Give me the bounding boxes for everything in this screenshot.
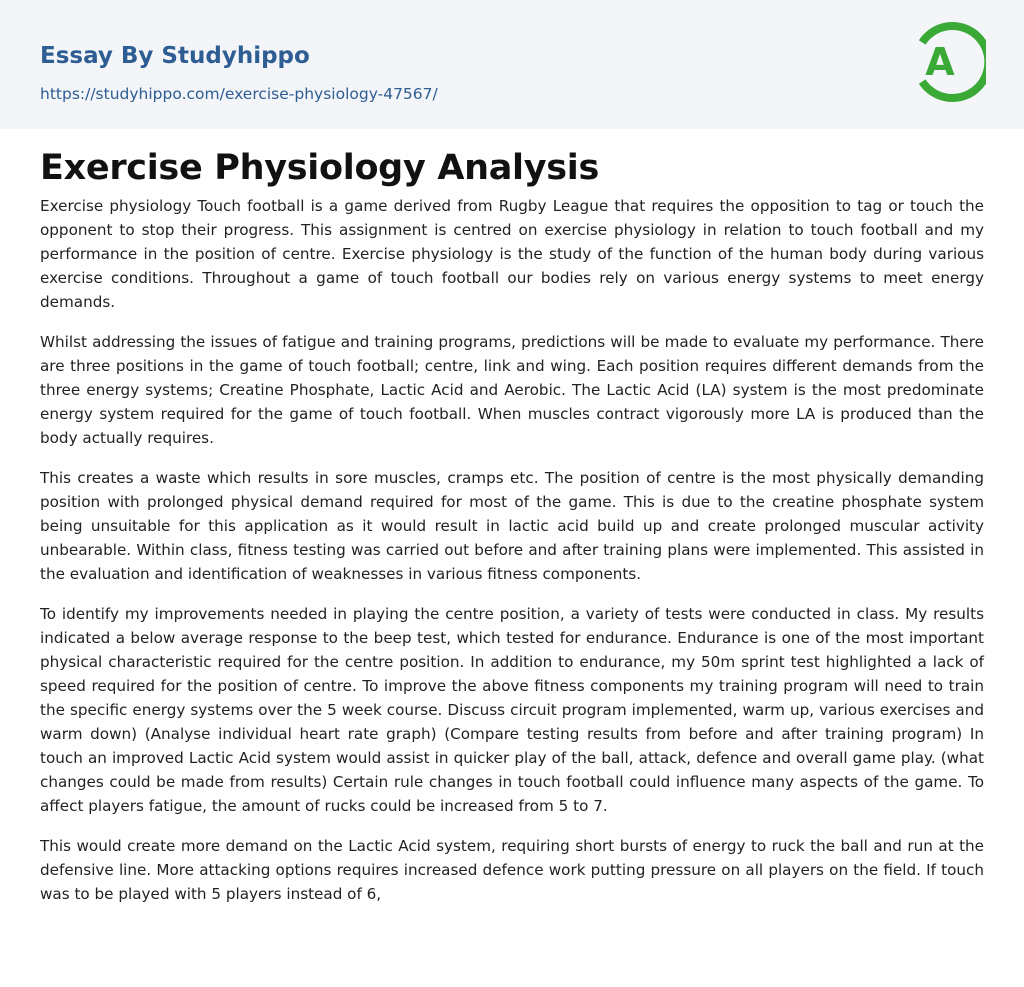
logo-letter: A xyxy=(925,40,955,84)
page-title: Exercise Physiology Analysis xyxy=(40,148,600,188)
essay-body xyxy=(40,194,984,922)
studyhippo-logo-icon[interactable] xyxy=(912,19,986,105)
essay-url-link[interactable]: https://studyhippo.com/exercise-physiology-47567/ xyxy=(40,85,438,103)
essay-paragraph: Whilst addressing the issues of fatigue and training programs, predictions will be made to evaluate my performance. There are three positions in the game of touch football; centre, link and wing. Each position requires different demands from the three energy systems; Creatine Phosphate, Lactic Acid and Aerobic. The Lactic Acid (LA) system is the most predominate energy system required for the game of touch football. When muscles contract vigorously more LA is produced than the body actually requires. xyxy=(40,333,984,447)
essay-paragraph: To identify my improvements needed in playing the centre position, a variety of tests were conducted in class. My results indicated a below average response to the beep test, which tested for endurance. Endurance is one of the most important physical characteristic required for the centre position. In addition to endurance, my 50m sprint test highlighted a lack of speed required for the position of centre. To improve the above fitness components my training program will need to train the specific energy systems over the 5 week course. Discuss circuit program implemented, warm up, various exercises and warm down) (Analyse individual heart rate graph) (Compare testing results from before and after training program) In touch an improved Lactic Acid system would assist in quicker play of the ball, attack, defence and overall game play. (what changes could be made from results) Certain rule changes in touch football could influence many aspects of the game. To affect players fatigue, the amount of rucks could be increased from 5 to 7. xyxy=(40,605,984,815)
essay-paragraph: This creates a waste which results in sore muscles, cramps etc. The position of centre is the most physically demanding position with prolonged physical demand required for most of the game. This is due to the creatine phosphate system being unsuitable for this application as it would result in lactic acid build up and create prolonged muscular activity unbearable. Within class, fitness testing was carried out before and after training plans were implemented. This assisted in the evaluation and identification of weaknesses in various fitness components. xyxy=(40,469,984,583)
essay-paragraph: This would create more demand on the Lactic Acid system, requiring short bursts of energy to ruck the ball and run at the defensive line. More attacking options requires increased defence work putting pressure on all players on the field. If touch was to be played with 5 players instead of 6, xyxy=(40,837,984,903)
site-brand[interactable]: Essay By Studyhippo xyxy=(40,43,310,69)
essay-paragraph: Exercise physiology Touch football is a game derived from Rugby League that requires the opposition to tag or touch the opponent to stop their progress. This assignment is centred on exercise physiology in relation to touch football and my performance in the position of centre. Exercise physiology is the study of the function of the human body during various exercise conditions. Throughout a game of touch football our bodies rely on various energy systems to meet energy demands. xyxy=(40,197,984,311)
site-header xyxy=(0,0,1024,129)
